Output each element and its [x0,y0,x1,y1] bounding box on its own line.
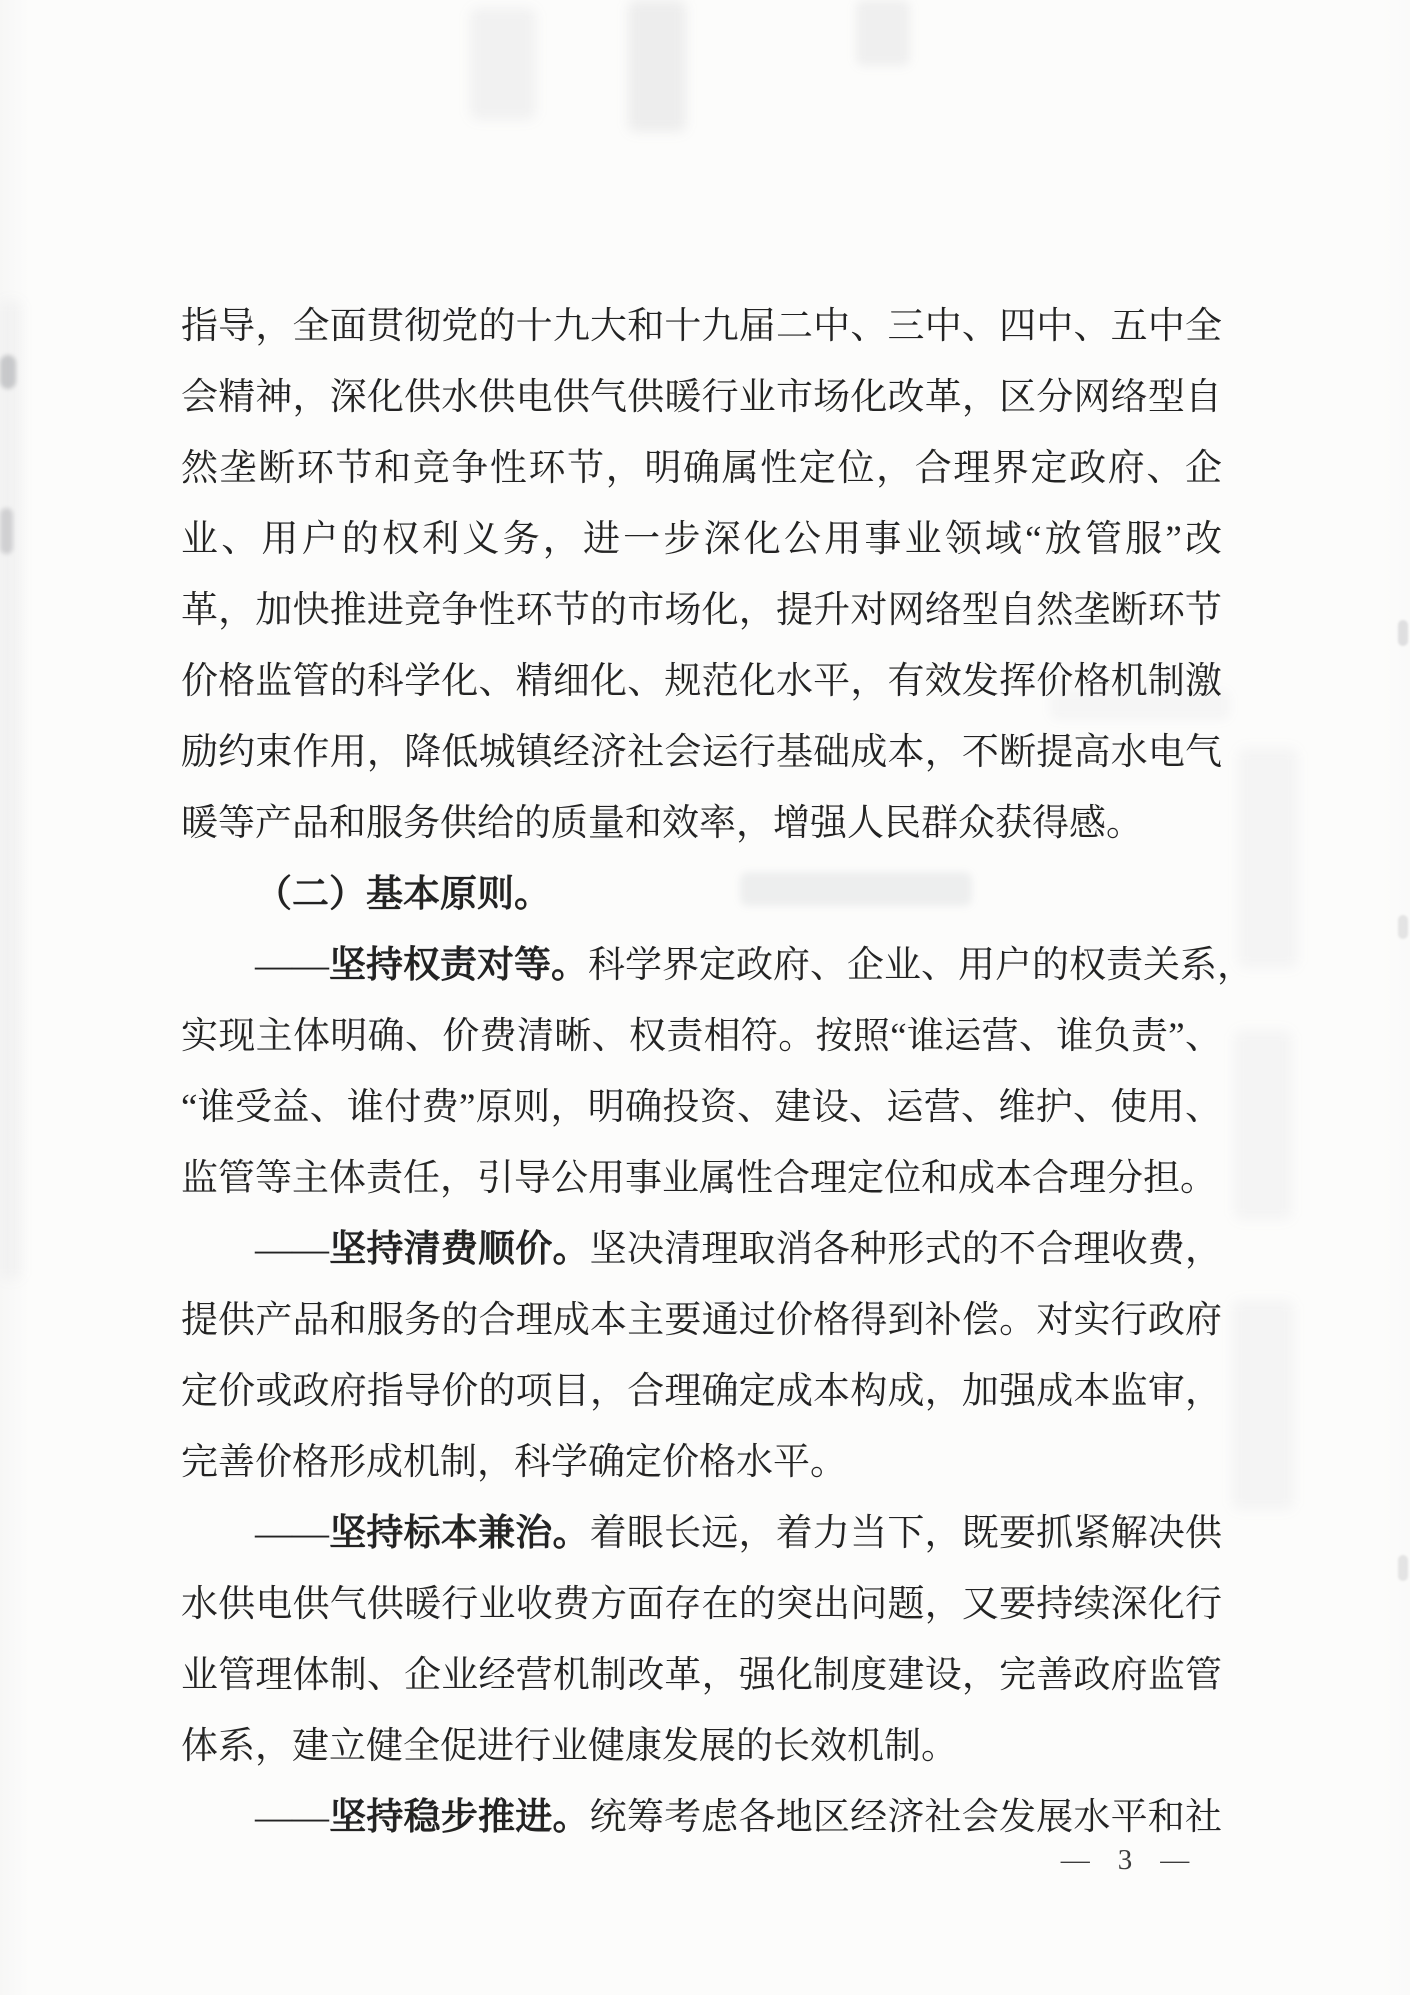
text-run: 坚决清理取消各种形式的不合理收费， [589,1229,1223,1270]
text-line [181,859,1222,930]
scan-smudge [1232,1300,1294,1510]
text-run: “谁受益、谁付费”原则，明确投资、建设、运营、维护、使用、 [181,1087,1222,1128]
text-line [181,1569,1222,1640]
text-run: 完善价格形成机制，科学确定价格水平。 [181,1442,847,1483]
text-run: 指导，全面贯彻党的十九大和十九届二中、三中、四中、五中全 [181,306,1222,347]
text-run: 水供电供气供暖行业收费方面存在的突出问题，又要持续深化行 [181,1584,1222,1625]
text-line [181,1711,1222,1782]
text-run: 业、用户的权利义务，进一步深化公用事业领域“放管服”改 [181,519,1222,560]
text-line [181,291,1222,362]
text-run: 着眼长远，着力当下，既要抓紧解决供 [589,1513,1223,1554]
text-run: —— [255,1797,329,1838]
text-line [181,930,1254,1001]
text-line [181,717,1222,788]
bold-text-run: 坚持权责对等。 [329,945,588,986]
text-line [181,433,1222,504]
bold-text-run: 坚持清费顺价。 [329,1229,590,1270]
bold-text-run: 坚持标本兼治。 [329,1513,590,1554]
page-footer [1030,1840,1220,1880]
bold-text-run: 坚持稳步推进。 [329,1797,590,1838]
text-run: —— [255,1229,329,1270]
text-line [181,362,1222,433]
scan-smudge [1398,620,1408,646]
text-run: 暖等产品和服务供给的质量和效率，增强人民群众获得感。 [181,803,1143,844]
text-run: —— [255,945,329,986]
text-line [181,575,1222,646]
text-run: 会精神，深化供水供电供气供暖行业市场化改革，区分网络型自 [181,377,1222,418]
text-run: 科学界定政府、企业、用户的权责关系， [588,945,1254,986]
text-line [181,646,1222,717]
text-run: 提供产品和服务的合理成本主要通过价格得到补偿。对实行政府 [181,1300,1222,1341]
text-run: 体系，建立健全促进行业健康发展的长效机制。 [181,1726,958,1767]
scan-smudge [0,300,22,1280]
text-run: 监管等主体责任，引导公用事业属性合理定位和成本合理分担。 [181,1158,1217,1199]
text-line [181,1427,1222,1498]
text-line [181,1498,1222,1569]
scan-smudge [0,508,13,554]
scan-smudge [470,8,536,120]
scan-smudge [1234,1030,1292,1220]
scan-smudge [628,0,686,132]
scan-smudge [1398,1555,1408,1581]
text-line [181,1356,1222,1427]
text-line [181,1214,1222,1285]
scan-smudge [856,0,910,66]
text-run: —— [255,1513,329,1554]
bold-text-run: （二）基本原则。 [255,874,551,915]
text-run: 实现主体明确、价费清晰、权责相符。按照“谁运营、谁负责”、 [181,1016,1222,1057]
footer-page-number: 3 [1117,1843,1133,1876]
text-run: 统筹考虑各地区经济社会发展水平和社 [589,1797,1223,1838]
scan-smudge [1398,915,1408,939]
text-run: 然垄断环节和竞争性环节，明确属性定位，合理界定政府、企 [181,448,1222,489]
text-line [181,1640,1222,1711]
scan-smudge [0,355,16,389]
text-line [181,1285,1222,1356]
text-line [181,504,1222,575]
text-run: 励约束作用，降低城镇经济社会运行基础成本，不断提高水电气 [181,732,1222,773]
text-run: 价格监管的科学化、精细化、规范化水平，有效发挥价格机制激 [181,661,1222,702]
text-line [181,788,1222,859]
text-run: 革，加快推进竞争性环节的市场化，提升对网络型自然垄断环节 [181,590,1222,631]
text-run: 业管理体制、企业经营机制改革，强化制度建设，完善政府监管 [181,1655,1222,1696]
document-body [181,291,1254,1853]
text-line [181,1143,1222,1214]
text-line [181,1072,1222,1143]
text-run: 定价或政府指导价的项目，合理确定成本构成，加强成本监审， [181,1371,1222,1412]
footer-dash-right: — [1160,1843,1190,1876]
text-line [181,1001,1222,1072]
footer-dash-left: — [1060,1843,1090,1876]
